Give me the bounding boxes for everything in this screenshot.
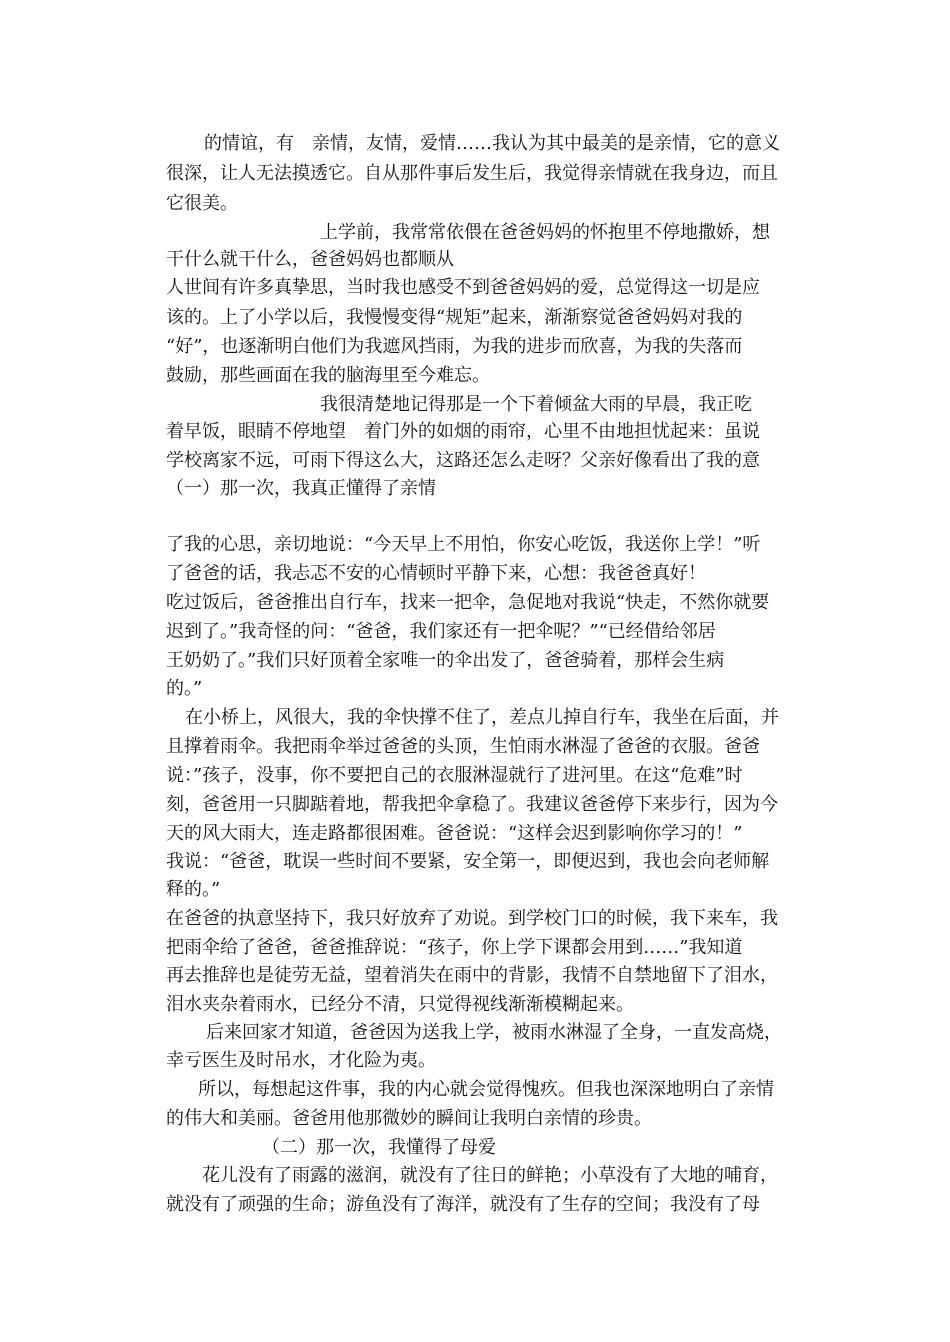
text-line: 该的。上了小学以后，我慢慢变得“规矩”起来，渐渐察觉爸爸妈妈对我的 bbox=[166, 307, 743, 328]
text-line: 说：”孩子，没事，你不要把自己的衣服淋湿就行了进河里。在这“危难”时 bbox=[166, 765, 743, 786]
text-line: 迟到了。”我奇怪的问：“爸爸，我们家还有一把伞呢？”“已经借给邻居 bbox=[166, 621, 716, 642]
text-line: 的情谊，有 亲情，友情，爱情……我认为其中最美的是亲情，它的意义 bbox=[204, 133, 780, 154]
text-line: 了我的心思，亲切地说：“今天早上不用怕，你安心吃饭，我送你上学！”听 bbox=[166, 534, 761, 555]
text-line: 释的。” bbox=[166, 879, 221, 900]
text-line: 把雨伞给了爸爸，爸爸推辞说：“孩子，你上学下课都会用到……”我知道 bbox=[166, 937, 743, 958]
text-line: 了爸爸的话，我忐忑不安的心情顿时平静下来，心想：我爸爸真好！ bbox=[166, 563, 706, 584]
text-line: 学校离家不远，可雨下得这么大，这路还怎么走呀？父亲好像看出了我的意 bbox=[166, 450, 760, 471]
text-line: 很深，让人无法摸透它。自从那件事后发生后，我觉得亲情就在我身边，而且 bbox=[166, 163, 778, 184]
text-line: 上学前，我常常依偎在爸爸妈妈的怀抱里不停地撒娇，想 bbox=[320, 222, 770, 243]
text-line: 花儿没有了雨露的滋润，就没有了往日的鲜艳；小草没有了大地的哺育， bbox=[202, 1165, 778, 1186]
text-line: 吃过饭后，爸爸推出自行车，找来一把伞，急促地对我说“快走，不然你就要 bbox=[166, 592, 770, 613]
text-line: 着早饭，眼睛不停地望 着门外的如烟的雨帘，心里不由地担忧起来：虽说 bbox=[166, 421, 760, 442]
section-heading: （一）那一次，我真正懂得了亲情 bbox=[166, 478, 436, 499]
text-line: 泪水夹杂着雨水，已经分不清，只觉得视线渐渐模糊起来。 bbox=[166, 994, 634, 1015]
text-line: 所以，每想起这件事，我的内心就会觉得愧疚。但我也深深地明白了亲情 bbox=[198, 1079, 774, 1100]
section-heading: （二）那一次，我懂得了母爱 bbox=[262, 1137, 496, 1158]
text-line: 天的风大雨大，连走路都很困难。爸爸说：“这样会迟到影响你学习的！” bbox=[166, 823, 743, 844]
text-line: 幸亏医生及时吊水，才化险为夷。 bbox=[166, 1050, 436, 1071]
text-line: 王奶奶了。”我们只好顶着全家唯一的伞出发了，爸爸骑着，那样会生病 bbox=[166, 650, 725, 671]
text-line: 且撑着雨伞。我把雨伞举过爸爸的头顶，生怕雨水淋湿了爸爸的衣服。爸爸 bbox=[166, 736, 760, 757]
text-line: 我说：“爸爸，耽误一些时间不要紧，安全第一，即便迟到，我也会向老师解 bbox=[166, 851, 770, 872]
text-line: 鼓励，那些画面在我的脑海里至今难忘。 bbox=[166, 365, 490, 386]
text-line: 就没有了顽强的生命；游鱼没有了海洋，就没有了生存的空间；我没有了母 bbox=[166, 1194, 760, 1215]
text-line: 它很美。 bbox=[166, 193, 238, 214]
text-line: 人世间有许多真挚思，当时我也感受不到爸爸妈妈的爱，总觉得这一切是应 bbox=[166, 277, 760, 298]
text-line: 再去推辞也是徒劳无益，望着消失在雨中的背影，我情不自禁地留下了泪水， bbox=[166, 965, 778, 986]
text-line: 干什么就干什么，爸爸妈妈也都顺从 bbox=[166, 249, 454, 270]
text-line: 在小桥上，风很大，我的伞快撑不住了，差点儿掉自行车，我坐在后面，并 bbox=[185, 707, 779, 728]
text-line: 在爸爸的执意坚持下，我只好放弃了劝说。到学校门口的时候，我下来车，我 bbox=[166, 908, 778, 929]
text-line: “好”，也逐渐明白他们为我遮风挡雨，为我的进步而欣喜，为我的失落而 bbox=[166, 336, 743, 357]
text-line: 的。” bbox=[166, 678, 203, 699]
text-line: 后来回家才知道，爸爸因为送我上学，被雨水淋湿了全身，一直发高烧， bbox=[206, 1022, 782, 1043]
text-line: 刻，爸爸用一只脚踮着地，帮我把伞拿稳了。我建议爸爸停下来步行，因为今 bbox=[166, 794, 778, 815]
text-line: 我很清楚地记得那是一个下着倾盆大雨的早晨，我正吃 bbox=[320, 394, 752, 415]
text-line: 的伟大和美丽。爸爸用他那微妙的瞬间让我明白亲情的珍贵。 bbox=[166, 1108, 652, 1129]
